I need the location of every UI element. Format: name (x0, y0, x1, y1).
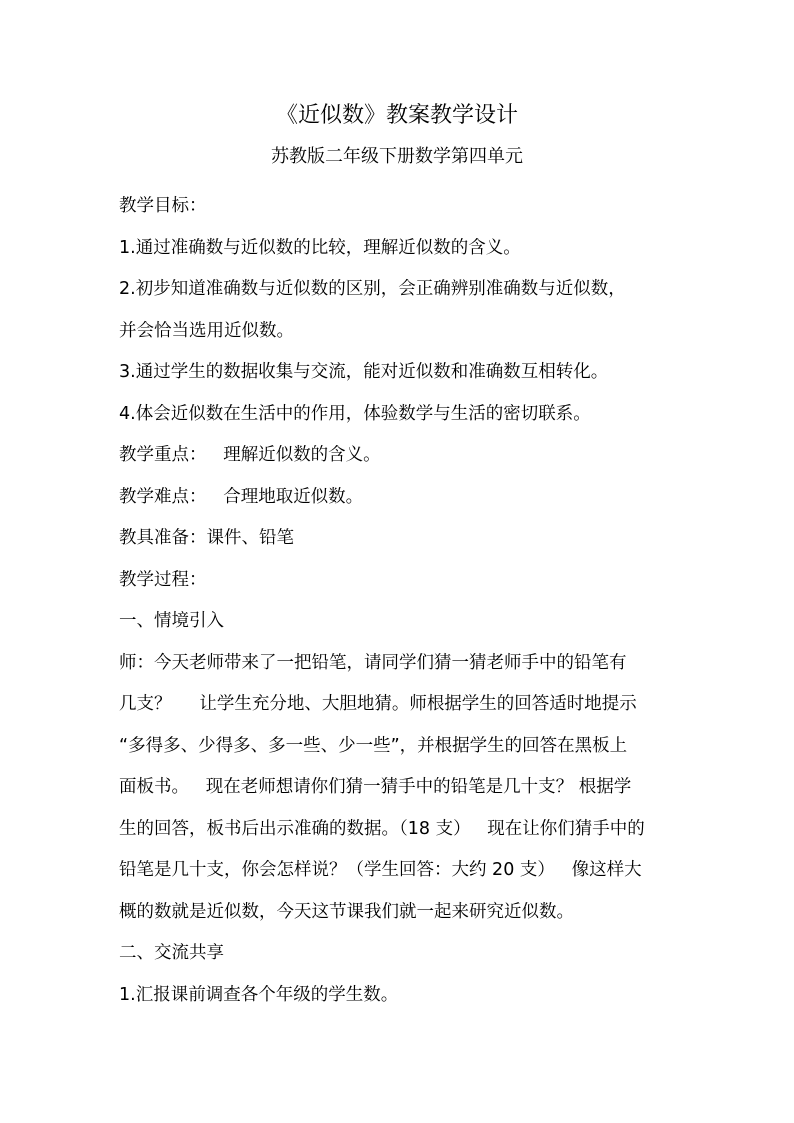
body-line: “多得多、少得多、多一些、少一些”，并根据学生的回答在黑板上 (119, 735, 628, 756)
document-body (119, 186, 685, 1016)
body-line: 3.通过学生的数据收集与交流，能对近似数和准确数互相转化。 (119, 362, 609, 382)
body-line: 面板书。 现在老师想请你们猜一猜手中的铅笔是几十支？ 根据学 (119, 777, 632, 797)
body-line: 一、情境引入 (119, 611, 224, 631)
body-line: 师：今天老师带来了一把铅笔，请同学们猜一猜老师手中的铅笔有 (119, 652, 627, 673)
body-line: 生的回答，板书后出示准确的数据。（18 支） 现在让你们猜手中的 (119, 818, 645, 839)
body-line: 1.通过准确数与近似数的比较，理解近似数的含义。 (119, 237, 521, 258)
body-line: 教学重点： 理解近似数的含义。 (119, 445, 381, 465)
document-title: 《近似数》教案教学设计 (275, 103, 518, 128)
body-line: 概的数就是近似数，今天这节课我们就一起来研究近似数。 (119, 901, 574, 922)
body-line: 4.体会近似数在生活中的作用，体验数学与生活的密切联系。 (119, 403, 591, 424)
body-line: 1.汇报课前调查各个年级的学生数。 (119, 984, 399, 1005)
body-line: 教学难点： 合理地取近似数。 (119, 486, 364, 507)
body-line: 教学过程： (119, 569, 207, 590)
body-line: 二、交流共享 (119, 943, 224, 963)
body-line: 教具准备：课件、铅笔 (119, 528, 294, 548)
body-line: 2.初步知道准确数与近似数的区别，会正确辨别准确数与近似数， (119, 279, 626, 299)
document-subtitle: 苏教版二年级下册数学第四单元 (271, 146, 523, 167)
body-line: 铅笔是几十支，你会怎样说？（学生回答：大约 20 支） 像这样大 (119, 860, 642, 880)
body-line: 教学目标： (119, 196, 207, 216)
body-line: 并会恰当选用近似数。 (119, 320, 294, 341)
body-line: 几支？ 让学生充分地、大胆地猜。师根据学生的回答适时地提示 (119, 694, 637, 714)
